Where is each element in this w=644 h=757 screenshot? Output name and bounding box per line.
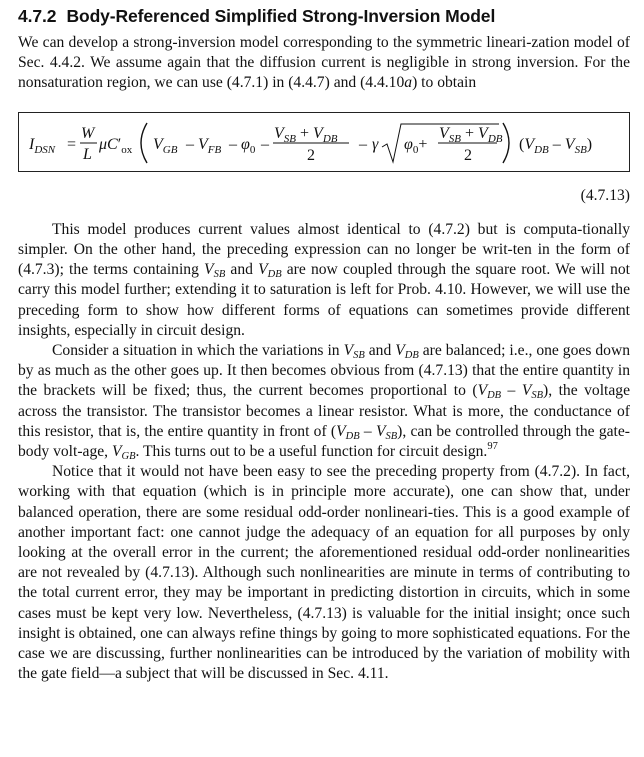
- body-text: [18, 33, 630, 684]
- paragraph-3: Notice that it would not have been easy to see the preceding property from (4.7.2). In fact, working with that equation (which is in principle more accurate), one can show that, under balanced operation, there are some residual odd-order nonlineari-ties. This is a good example of another important fact: one cannot judge the adequacy of an equation for all purposes by only looking at the overall error in the current; the aforementioned residual odd-order nonlinearities are not revealed by (4.7.13). Although such nonlinearities are minute in terms of contributing to the total current error, they may be important in predicting distortion in circuits, which in some cases must be kept very low. Nevertheless, (4.7.13) is valuable for the initial insight; once such insight is obtained, one can always refine things by going to more sophisticated equations. For the case we are discussing, further nonlinearities can be introduced by the variation of mobility with the gate field—a subject that will be discussed in Sec. 4.11.: [18, 463, 630, 683]
- svg-text:–: –: [229, 135, 237, 153]
- svg-text:γ: γ: [372, 135, 379, 153]
- svg-text:VFB: $V_{FB}$: [198, 135, 222, 156]
- section-heading: [18, 6, 630, 27]
- equation-box: [18, 112, 630, 172]
- page: [18, 6, 630, 684]
- svg-text:VSB + VDB: $V_{SB} + V_{DB}$: [274, 124, 338, 145]
- footnote-ref[interactable]: 97: [487, 441, 498, 453]
- svg-text:VSB + VDB: $V_{SB} + V_{DB}$: [439, 124, 503, 145]
- paragraph-1: This model produces current values almost identical to (4.7.2) but is computa-tionally simpler. On the other hand, the preceding expression can no longer be writ-ten in the form of (4.7.3); the terms containing $V_{SB}$ and $V_{DB}$ are now coupled through the square root. We will not carry this model further; extending it to saturation is left for Prob. 4.10. However, we will use the preceding form to show how different forms of equations can sometimes provide different insights, especially in circuit design.: [18, 220, 630, 339]
- section-title: Body-Referenced Simplified Strong-Inversion Model: [66, 6, 496, 26]
- svg-text:φ0+: $\varphi_0+$: [404, 135, 428, 156]
- svg-text:2: 2: [307, 146, 315, 164]
- equation-number: (4.7.13): [580, 186, 630, 204]
- svg-text:–: –: [261, 135, 269, 153]
- equation-4-7-13: [29, 121, 619, 165]
- svg-text:=: =: [67, 135, 77, 153]
- svg-text:W: W: [81, 124, 95, 142]
- svg-text:φ0: $\varphi_0$: [241, 135, 256, 156]
- svg-text:2: 2: [464, 146, 472, 164]
- svg-text:μC′ox: $\mu C'_{ox}$: [99, 135, 133, 156]
- svg-text:VGB: $V_{GB}$: [153, 135, 178, 156]
- section-number: 4.7.2: [18, 6, 57, 26]
- svg-text:IDSN: $I_{DSN}$: [29, 135, 56, 156]
- svg-text:L: L: [83, 145, 92, 163]
- paragraph-2: Consider a situation in which the variations in $V_{SB}$ and $V_{DB}$ are balanced; i.e., one goes down by as much as the other goes up. It then becomes obvious from (4.7.13) that the entire quantity in the brackets will be fixed; thus, the current becomes proportional to $(V_{DB} - V_{SB})$, the voltage across the transistor. The transistor becomes a linear resistor. What is more, the conductance of this resistor, that is, the entire quantity in front of $(V_{DB} - V_{SB})$, can be controlled through the gate-body volt-age, $V_{GB}$. This turns out to be a useful function for circuit design.$^{97}$: [18, 342, 631, 463]
- svg-text:–: –: [359, 135, 367, 153]
- intro-paragraph: We can develop a strong-inversion model corresponding to the symmetric lineari-zation model of Sec. 4.4.2. We assume again that the diffusion current is negligible in strong inversion. For the nonsaturation region, we can use (4.7.1) in (4.4.7) and (4.4.10a) to obtain: [18, 34, 630, 92]
- svg-text:(VDB – VSB): $(V_{DB} - V_{SB})$: [519, 135, 593, 156]
- svg-text:–: –: [186, 135, 194, 153]
